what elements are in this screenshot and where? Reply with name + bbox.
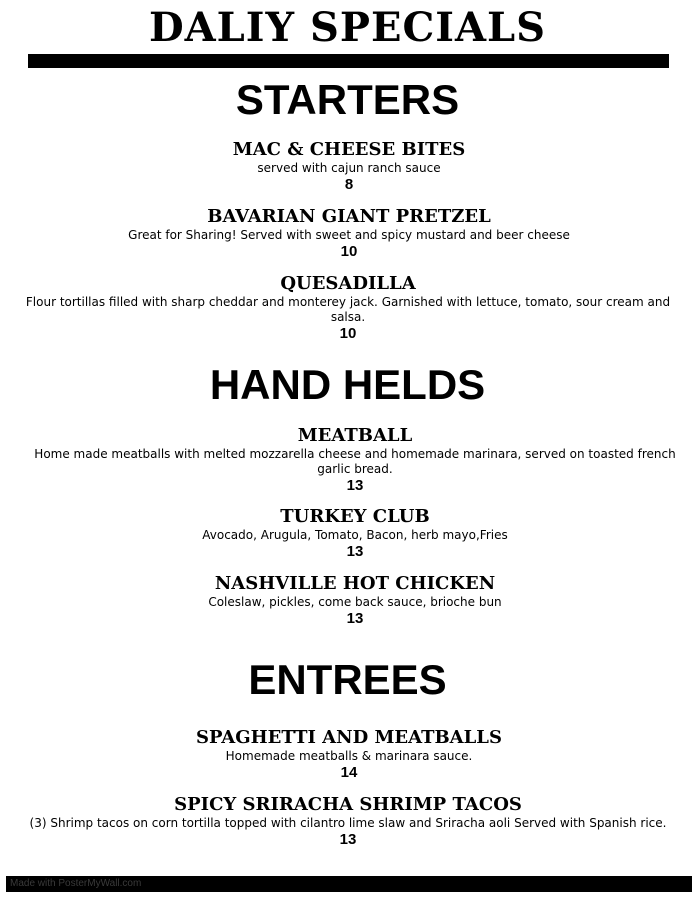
item-name: SPAGHETTI AND MEATBALLS	[196, 727, 502, 748]
item-price: 10	[340, 243, 358, 260]
item-description: Flour tortillas filled with sharp cheddar and monterey jack. Garnished with lettuce, tomato, sour cream and salsa.	[25, 295, 671, 324]
item-price: 13	[346, 477, 364, 494]
item-price: 13	[339, 831, 357, 848]
item-name: NASHVILLE HOT CHICKEN	[214, 573, 496, 594]
menu-item-meatball	[30, 425, 680, 494]
item-price: 13	[346, 610, 364, 627]
menu-item-sriracha-shrimp-tacos	[12, 794, 684, 848]
section-heading-entrees: ENTREES	[248, 656, 447, 703]
menu-item-spaghetti-meatballs	[24, 727, 674, 781]
menu-item-turkey-club	[30, 506, 680, 560]
item-description: Avocado, Arugula, Tomato, Bacon, herb mayo,Fries	[202, 528, 508, 542]
item-description: Great for Sharing! Served with sweet and spicy mustard and beer cheese	[128, 228, 570, 242]
watermark-text: Made with PosterMyWall.com	[10, 878, 142, 889]
item-description: Homemade meatballs & marinara sauce.	[225, 749, 473, 763]
item-description: (3) Shrimp tacos on corn tortilla topped with cilantro lime slaw and Sriracha aoli Served with Spanish rice.	[29, 816, 667, 830]
item-name: MEATBALL	[297, 425, 413, 446]
title-divider	[28, 54, 669, 68]
item-name: BAVARIAN GIANT PRETZEL	[207, 206, 491, 227]
section-heading-starters: STARTERS	[235, 76, 460, 123]
page-title: DALIY SPECIALS	[148, 4, 547, 51]
section-heading-hand-helds: HAND HELDS	[209, 361, 486, 408]
menu-item-quesadilla	[20, 273, 676, 342]
item-price: 14	[340, 764, 358, 781]
item-name: MAC & CHEESE BITES	[232, 139, 466, 160]
item-description: Home made meatballs with melted mozzarella cheese and homemade marinara, served on toasted french garlic bread.	[34, 447, 676, 476]
menu-item-bavarian-pretzel	[24, 206, 674, 260]
item-price: 8	[344, 176, 354, 193]
item-price: 10	[339, 325, 357, 342]
item-description: served with cajun ranch sauce	[257, 161, 441, 175]
item-name: SPICY SRIRACHA SHRIMP TACOS	[174, 794, 522, 815]
item-description: Coleslaw, pickles, come back sauce, brioche bun	[208, 595, 502, 609]
menu-item-nashville-hot-chicken	[30, 573, 680, 627]
item-price: 13	[346, 543, 364, 560]
item-name: QUESADILLA	[280, 273, 416, 294]
menu-item-mac-cheese-bites	[24, 139, 674, 193]
item-name: TURKEY CLUB	[280, 506, 430, 527]
